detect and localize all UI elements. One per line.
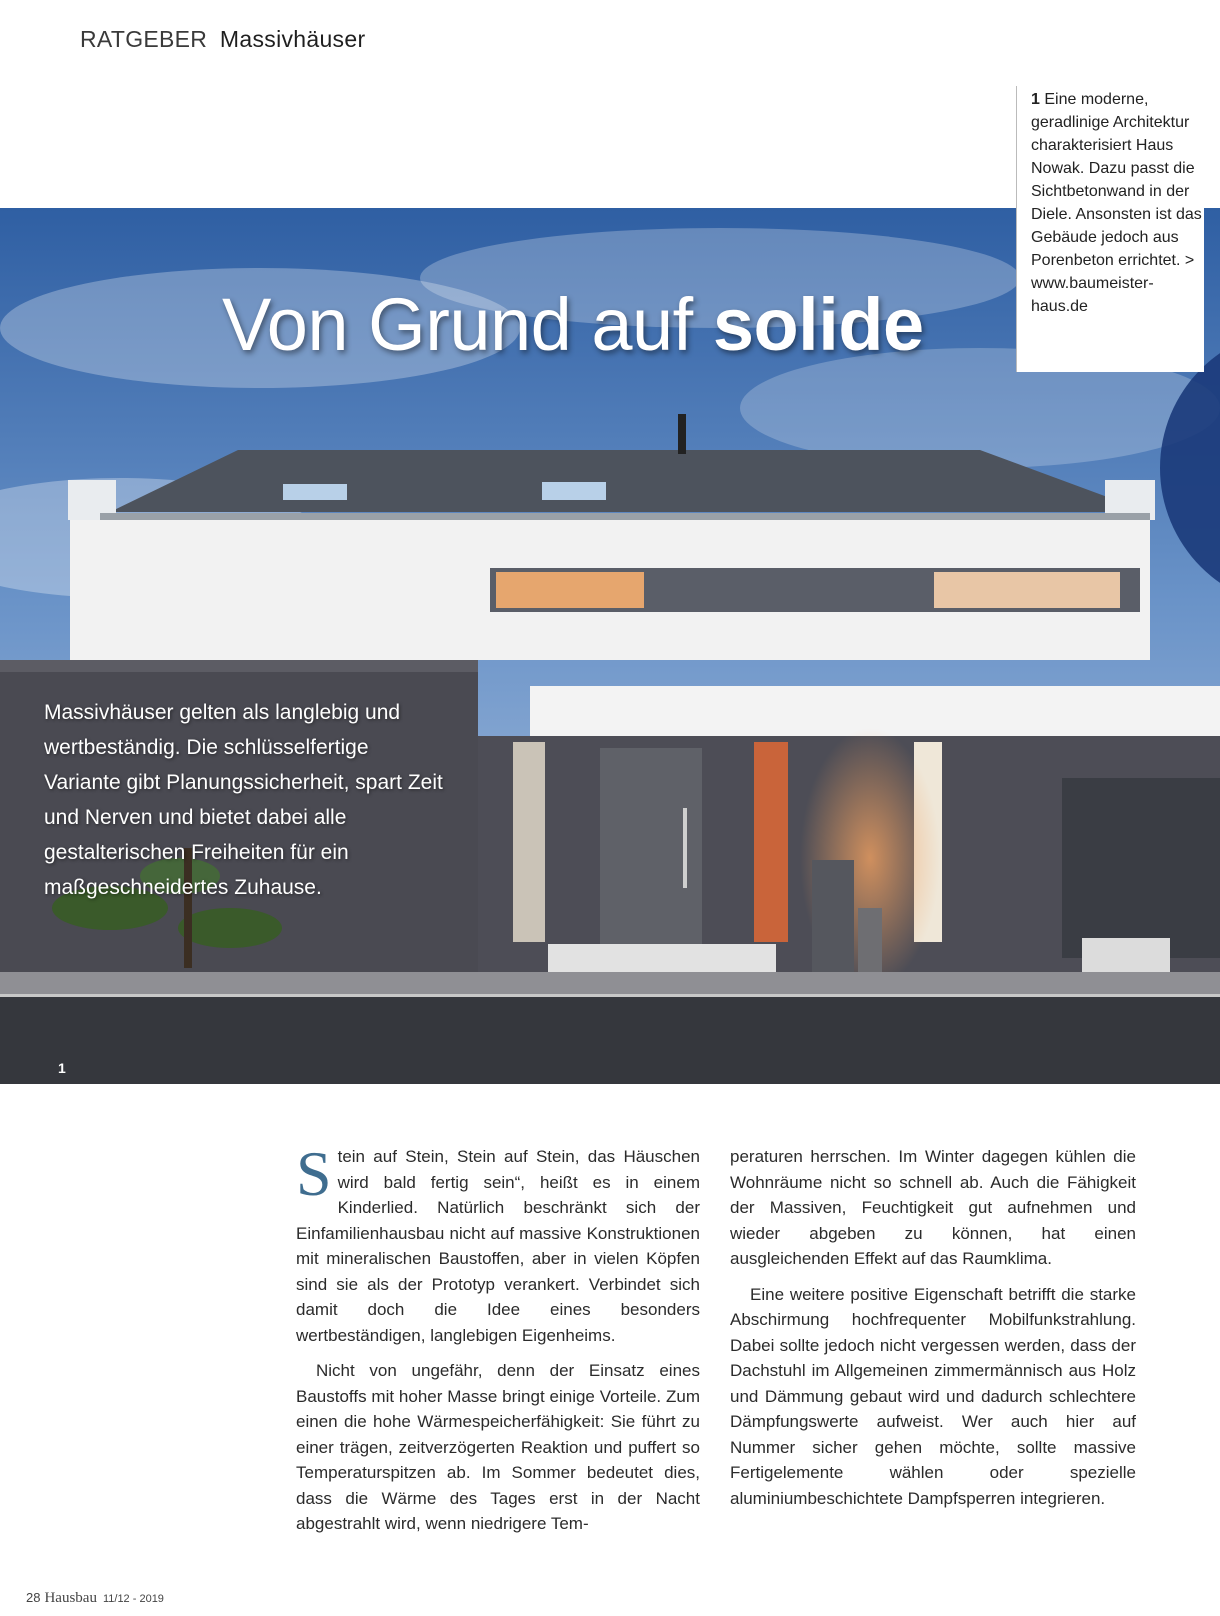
- article-title: [222, 282, 924, 367]
- topic-label: Massivhäuser: [219, 26, 366, 52]
- title-regular: Von Grund auf: [222, 283, 713, 366]
- body-paragraph-1: [296, 1138, 700, 1348]
- caption-number: 1: [1031, 91, 1040, 108]
- photo-caption: [1016, 86, 1204, 372]
- body-paragraph-1-text: tein auf Stein, Stein auf Stein, das Häuschen wird bald fertig sein“, heißt es in einem Kinderlied. Natürlich beschränkt sich der Einfamilienhausbau nicht auf massive Konstruktionen mit mineralischen Baustoffen, aber in vielen Köpfen sind sie als der Prototyp verankert. Verbindet sich damit doch die Idee eines besonders wertbeständigen, langlebigen Eigenheims.: [296, 1147, 700, 1345]
- caption-text: Eine moderne, geradlinige Architektur charakterisiert Haus Nowak. Dazu passt die Sichtbetonwand in der Diele. Ansonsten ist das Gebäude jedoch aus Porenbeton errichtet. > www.baumeister-haus.de: [1031, 91, 1202, 315]
- section-label: RATGEBER: [80, 26, 208, 52]
- body-column-right: [730, 1144, 1136, 1511]
- title-bold: solide: [712, 283, 924, 366]
- page-footer: [26, 1590, 164, 1607]
- page-number: 28: [26, 1590, 41, 1605]
- dropcap: S: [296, 1138, 332, 1209]
- body-column-left: [296, 1138, 700, 1537]
- page-header: [80, 26, 365, 53]
- body-paragraph-3: peraturen herrschen. Im Winter dagegen kühlen die Wohnräume nicht so schnell ab. Auch die Fähigkeit der Massiven, Feuchtigkeit gut aufnehmen und wieder abgeben zu können, hat einen ausgleichenden Effekt auf das Raumklima.: [730, 1147, 1136, 1268]
- issue-label: 11/12 - 2019: [102, 1593, 164, 1605]
- body-paragraph-4: Eine weitere positive Eigenschaft betrifft die starke Abschirmung hochfrequenter Mobilfunkstrahlung. Dabei sollte jedoch nicht vergessen werden, dass der Dachstuhl im Allgemeinen zimmermännisch aus Holz und Dämmung gebaut wird und dadurch schlechtere Dämpfungswerte aufweist. Wer auch hier auf Nummer sicher gehen möchte, sollte massive Fertigelemente wählen oder spezielle aluminiumbeschichtete Dampfsperren integrieren.: [730, 1284, 1136, 1508]
- lead-paragraph: Massivhäuser gelten als langlebig und wertbeständig. Die schlüsselfertige Variante gibt Planungssicherheit, spart Zeit und Nerven und bietet dabei alle gestalterischen Freiheiten für ein maßgeschneidertes Zuhause.: [44, 701, 443, 899]
- body-paragraph-2: Nicht von ungefähr, denn der Einsatz eines Baustoffs mit hoher Masse bringt einige Vorteile. Zum einen die hohe Wärmespeicherfähigkeit: Sie führt zu einer trägen, zeitverzögerten Reaktion und puffert so Temperaturspitzen ab. Im Sommer bedeutet dies, dass die Wärme des Tages erst in der Nacht abgestrahlt wird, wenn niedrigere Tem-: [296, 1361, 700, 1533]
- photo-number: 1: [58, 1060, 66, 1076]
- magazine-name: Hausbau: [44, 1590, 97, 1606]
